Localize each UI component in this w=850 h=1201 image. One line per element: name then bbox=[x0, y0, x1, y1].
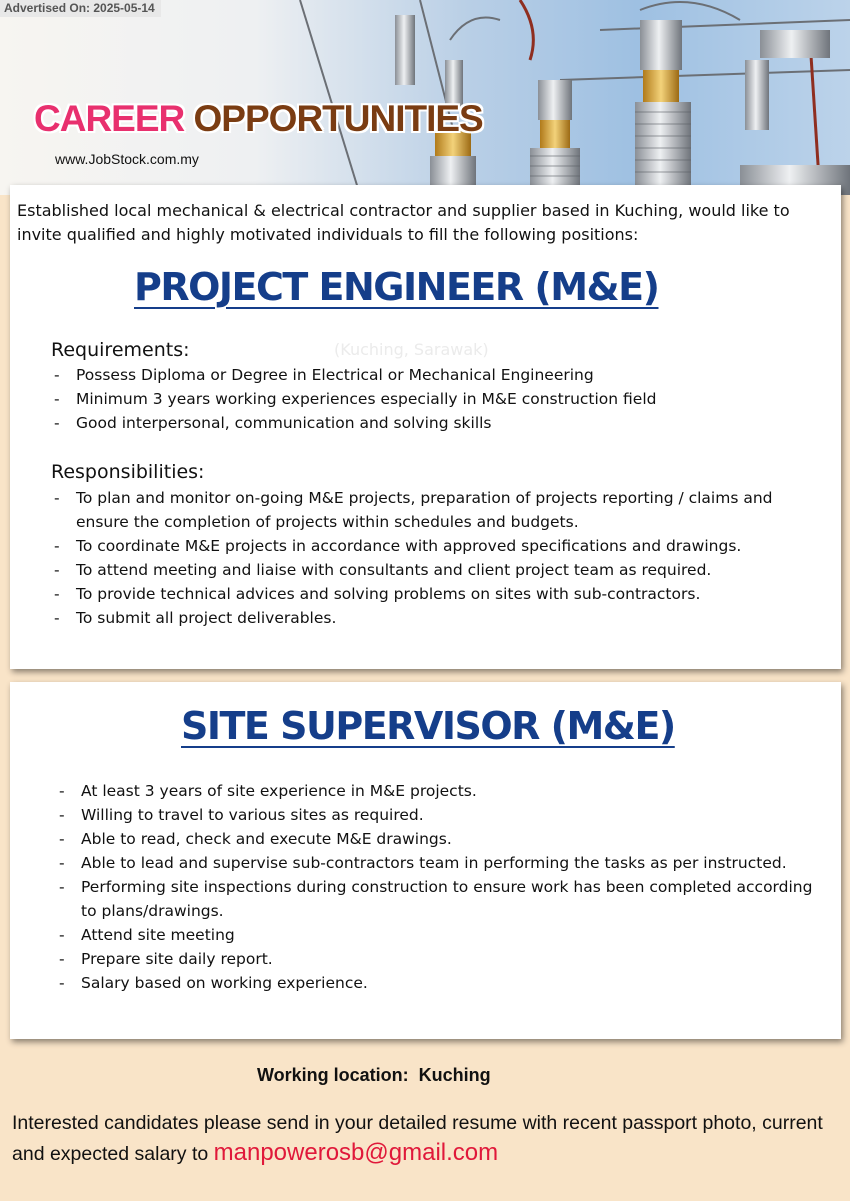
list-item: - Able to lead and supervise sub-contractors team in performing the tasks as per instructed. bbox=[56, 851, 826, 875]
supervisor-requirements-list bbox=[56, 779, 826, 995]
list-item: - Performing site inspections during construction to ensure work has been completed according to plans/drawings. bbox=[56, 875, 826, 923]
website-link[interactable]: www.JobStock.com.my bbox=[55, 151, 199, 167]
list-item: - To plan and monitor on-going M&E projects, preparation of projects reporting / claims and ensure the completion of projects within schedules and budgets. bbox=[51, 486, 791, 534]
apply-text: Interested candidates please send in your detailed resume with recent passport photo, current and expected salary to bbox=[12, 1112, 823, 1165]
requirements-heading: Requirements: bbox=[51, 339, 190, 361]
faint-location: (Kuching, Sarawak) bbox=[334, 340, 489, 359]
working-location: Working location: Kuching bbox=[257, 1065, 491, 1085]
list-item: - To attend meeting and liaise with consultants and client project team as required. bbox=[51, 558, 791, 582]
list-item: - To submit all project deliverables. bbox=[51, 606, 791, 630]
project-engineer-card bbox=[10, 185, 841, 669]
list-item: - Salary based on working experience. bbox=[56, 971, 826, 995]
list-item: - Able to read, check and execute M&E drawings. bbox=[56, 827, 826, 851]
title-career: CAREER bbox=[34, 98, 185, 139]
header-banner bbox=[0, 0, 850, 195]
responsibilities-heading: Responsibilities: bbox=[51, 461, 205, 483]
contact-email-link[interactable]: manpowerosb@gmail.com bbox=[213, 1139, 499, 1166]
list-item: - Minimum 3 years working experiences especially in M&E construction field bbox=[51, 387, 831, 411]
title-opportunities: OPPORTUNITIES bbox=[193, 98, 483, 139]
apply-instructions bbox=[12, 1108, 848, 1169]
list-item: - At least 3 years of site experience in M&E projects. bbox=[56, 779, 826, 803]
responsibilities-list bbox=[51, 486, 791, 630]
list-item: - To provide technical advices and solving problems on sites with sub-contractors. bbox=[51, 582, 791, 606]
advertised-date: Advertised On: 2025-05-14 bbox=[0, 0, 161, 17]
requirements-list bbox=[51, 363, 831, 435]
job-title-site-supervisor: SITE SUPERVISOR (M&E) bbox=[181, 704, 675, 748]
list-item: - Attend site meeting bbox=[56, 923, 826, 947]
list-item: - Prepare site daily report. bbox=[56, 947, 826, 971]
list-item: - Good interpersonal, communication and solving skills bbox=[51, 411, 831, 435]
intro-text: Established local mechanical & electrical contractor and supplier based in Kuching, would like to invite qualified and highly motivated individuals to fill the following positions: bbox=[17, 201, 790, 244]
list-item: - Willing to travel to various sites as required. bbox=[56, 803, 826, 827]
list-item: - Possess Diploma or Degree in Electrical or Mechanical Engineering bbox=[51, 363, 831, 387]
job-title-project-engineer: PROJECT ENGINEER (M&E) bbox=[134, 265, 659, 309]
list-item: - To coordinate M&E projects in accordance with approved specifications and drawings. bbox=[51, 534, 791, 558]
site-supervisor-card bbox=[10, 682, 841, 1039]
page-title bbox=[34, 98, 483, 140]
